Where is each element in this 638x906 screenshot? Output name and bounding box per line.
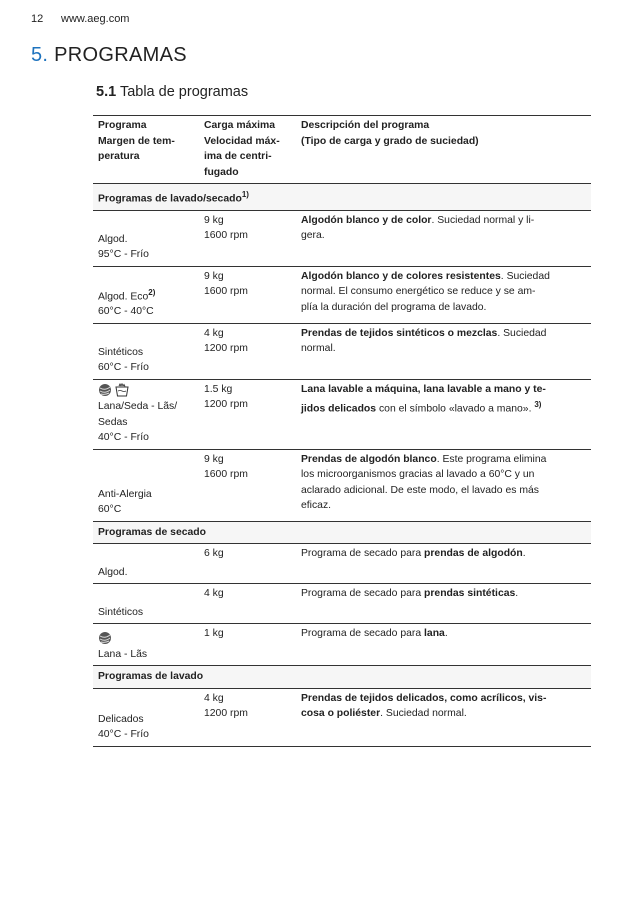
program-name: Algod. bbox=[98, 566, 128, 578]
spin-speed: 1600 rpm bbox=[204, 286, 248, 298]
max-load: 9 kg bbox=[204, 453, 224, 465]
max-load: 1.5 kg bbox=[204, 383, 233, 395]
program-name: Lana - Lãs bbox=[98, 648, 148, 660]
table-row bbox=[93, 449, 591, 521]
program-name: Anti-Alergia bbox=[98, 488, 152, 500]
table-header-row bbox=[93, 116, 591, 184]
program-name: Sintéticos bbox=[98, 346, 144, 358]
table-row bbox=[93, 624, 591, 666]
header-description: Descripción del programa (Tipo de carga y grado de suciedad) bbox=[301, 120, 479, 147]
program-icons bbox=[98, 383, 195, 397]
program-temp: 40°C - Frío bbox=[98, 729, 149, 741]
max-load: 4 kg bbox=[199, 584, 296, 624]
programs-table bbox=[93, 115, 591, 747]
table-row bbox=[93, 584, 591, 624]
header-program: Programa Margen de tem- peratura bbox=[98, 120, 175, 162]
program-description: Prendas de tejidos sintéticos o mezclas. Suciedad normal. bbox=[296, 323, 591, 379]
table-row: Algod. Eco$^{2)}$ 60°C - 40°C 9 kg 1600 rpm Algodón blanco y de colores resistentes. Suciedad normal. El consumo energético se reduce y se am- plía la duración del programa de lavado. bbox=[93, 266, 591, 323]
max-load: 1 kg bbox=[199, 624, 296, 666]
program-description: Programa de secado para lana. bbox=[296, 624, 591, 666]
program-name: Delicados bbox=[98, 713, 144, 725]
table-row bbox=[93, 544, 591, 584]
table-row bbox=[93, 210, 591, 266]
program-description: Prendas de algodón blanco. Este programa elimina los microorganismos gracias al lavado a 60°C y un aclarado adicional. De este modo, el lavado es más eficaz. bbox=[296, 449, 591, 521]
wool-ball-icon bbox=[98, 631, 112, 645]
wool-ball-icon bbox=[98, 383, 112, 397]
program-temp: 60°C - Frío bbox=[98, 362, 149, 374]
program-description: Algodón blanco y de colores resistentes. Suciedad normal. El consumo energético se reduce y se am- plía la duración del programa de lavado. bbox=[296, 266, 591, 323]
program-description: Algodón blanco y de color. Suciedad normal y li- gera. bbox=[296, 210, 591, 266]
hand-wash-icon bbox=[115, 383, 129, 397]
program-description: Lana lavable a máquina, lana lavable a mano y te- jidos delicados con el símbolo «lavado a mano». $^{3)}$ bbox=[296, 379, 591, 449]
program-name-cont: Sedas bbox=[98, 416, 128, 428]
subsection-name: Tabla de programas bbox=[119, 84, 249, 100]
max-load: 9 kg bbox=[204, 214, 224, 226]
subsection-number: 5.1 bbox=[96, 84, 117, 100]
spin-speed: 1600 rpm bbox=[204, 469, 248, 481]
table-row bbox=[93, 323, 591, 379]
max-load: 6 kg bbox=[199, 544, 296, 584]
section-name: PROGRAMAS bbox=[54, 44, 187, 66]
program-temp: 60°C bbox=[98, 504, 122, 516]
program-description: Prendas de tejidos delicados, como acrílicos, vis- cosa o poliéster. Suciedad normal. bbox=[296, 688, 591, 746]
section-row-wash: Programas de lavado bbox=[93, 666, 591, 689]
header-load: Carga máxima Velocidad máx- ima de centri- fugado bbox=[204, 120, 280, 178]
spin-speed: 1200 rpm bbox=[204, 399, 248, 411]
max-load: 4 kg bbox=[204, 692, 224, 704]
spin-speed: 1200 rpm bbox=[204, 343, 248, 355]
subsection-title bbox=[96, 84, 248, 100]
program-description: Programa de secado para prendas sintéticas. bbox=[296, 584, 591, 624]
max-load: 4 kg bbox=[204, 327, 224, 339]
website-link[interactable]: www.aeg.com bbox=[61, 13, 130, 25]
table-row bbox=[93, 688, 591, 746]
program-temp: 40°C - Frío bbox=[98, 432, 149, 444]
section-number: 5. bbox=[31, 44, 49, 66]
program-name: Lana/Seda - Lãs/ bbox=[98, 401, 178, 413]
program-temp: 95°C - Frío bbox=[98, 249, 149, 261]
section-row-wash-dry: Programas de lavado/secado$^{1)}$ bbox=[93, 184, 591, 211]
spin-speed: 1200 rpm bbox=[204, 708, 248, 720]
section-row-dry: Programas de secado bbox=[93, 521, 591, 544]
program-icons bbox=[98, 631, 195, 645]
program-description: Programa de secado para prendas de algodón. bbox=[296, 544, 591, 584]
page-number: 12 bbox=[31, 13, 44, 25]
program-name: Algod. Eco bbox=[98, 290, 149, 302]
program-temp: 60°C - 40°C bbox=[98, 306, 154, 318]
section-title bbox=[31, 44, 187, 67]
program-name: Sintéticos bbox=[98, 606, 144, 618]
table-row bbox=[93, 379, 591, 449]
program-name: Algod. bbox=[98, 233, 128, 245]
page-header bbox=[31, 13, 129, 25]
spin-speed: 1600 rpm bbox=[204, 230, 248, 242]
max-load: 9 kg bbox=[204, 270, 224, 282]
